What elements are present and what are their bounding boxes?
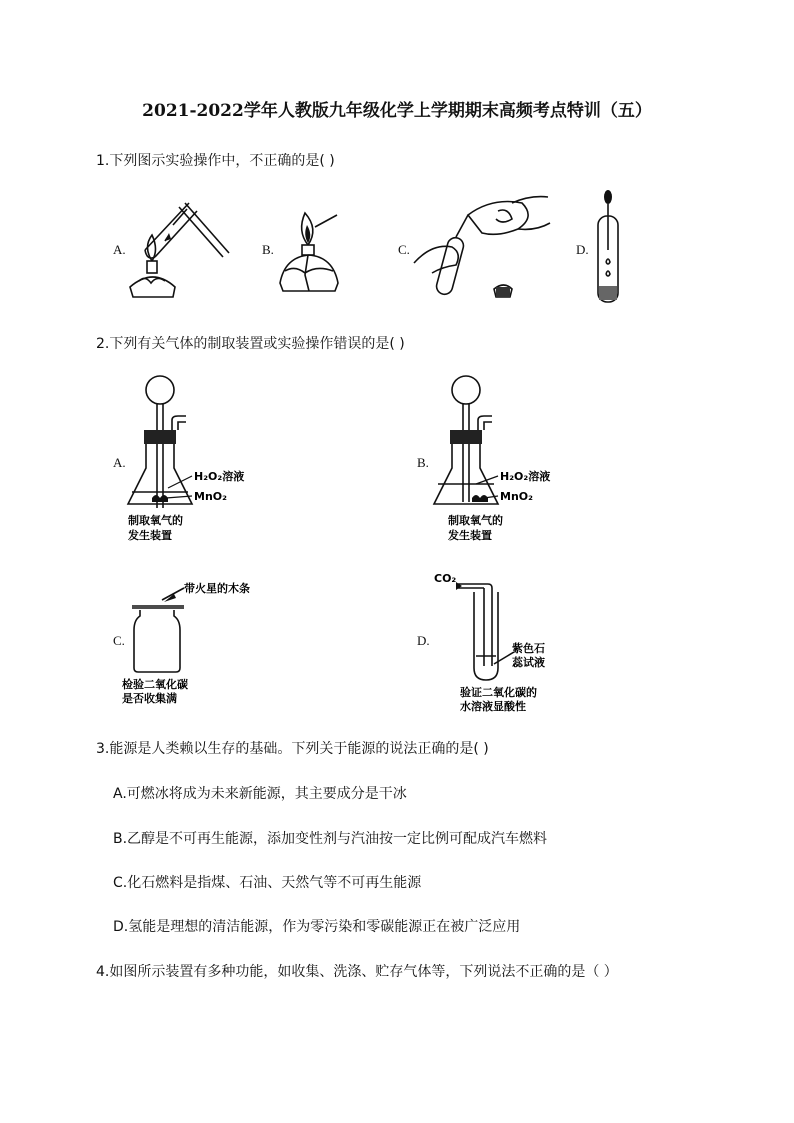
question-1-stem: 1.下列图示实验操作中，不正确的是( ) (96, 153, 335, 169)
q3-choice-d: D.氢能是理想的清洁能源，作为零污染和零碳能源正在被广泛应用 (113, 919, 521, 935)
q2a-mno2-label: MnO₂ (194, 490, 227, 503)
q2-figure-b-oxygen-generator (428, 372, 568, 550)
q3-choice-b: B.乙醇是不可再生能源，添加变性剂与汽油按一定比例可配成汽车燃料 (113, 831, 548, 847)
q2d-co2-label: CO₂ (434, 572, 457, 585)
q2-option-d-label: D. (417, 633, 430, 648)
q2d-litmus-label-line2: 蕊试液 (512, 656, 545, 669)
q2-figure-c-co2-check (122, 578, 282, 708)
q1-figure-b-alcohol-lamp (275, 205, 345, 300)
q2b-h2o2-label: H₂O₂溶液 (500, 470, 551, 483)
question-2-stem: 2.下列有关气体的制取装置或实验操作错误的是( ) (96, 336, 405, 352)
q2d-litmus-label-line1: 紫色石 (512, 642, 545, 655)
q2-option-c-label: C. (113, 633, 125, 648)
q2-figure-d-co2-litmus (432, 570, 582, 715)
q1-option-a-label: A. (113, 242, 126, 257)
q3-choice-a: A.可燃冰将成为未来新能源，其主要成分是干冰 (113, 786, 407, 802)
q2-option-a-label: A. (113, 455, 126, 470)
q1-figure-a-heating-tube (125, 195, 235, 305)
q1-figure-c-pouring-liquid (412, 193, 552, 305)
q2b-caption-line1: 制取氧气的 (448, 514, 503, 527)
page-title: 2021-2022学年人教版九年级化学上学期期末高频考点特训（五） (142, 101, 652, 121)
q2c-caption-line1: 检验二氧化碳 (122, 678, 188, 691)
q1-option-d-label: D. (576, 242, 589, 257)
q2b-mno2-label: MnO₂ (500, 490, 533, 503)
q2a-caption-line2: 发生装置 (128, 529, 172, 542)
q2-figure-a-oxygen-generator (122, 372, 262, 550)
q2a-h2o2-label: H₂O₂溶液 (194, 470, 245, 483)
q1-figure-d-dropper (590, 190, 630, 305)
q2d-caption-line2: 水溶液显酸性 (460, 700, 526, 713)
q1-option-c-label: C. (398, 242, 410, 257)
question-3-stem: 3.能源是人类赖以生存的基础。下列关于能源的说法正确的是( ) (96, 741, 489, 757)
q1-option-b-label: B. (262, 242, 274, 257)
q2-option-b-label: B. (417, 455, 429, 470)
q2d-caption-line1: 验证二氧化碳的 (460, 686, 537, 699)
q3-choice-c: C.化石燃料是指煤、石油、天然气等不可再生能源 (113, 875, 422, 891)
q2a-caption-line1: 制取氧气的 (128, 514, 183, 527)
q2c-caption-line2: 是否收集满 (122, 692, 177, 705)
question-4-stem: 4.如图所示装置有多种功能，如收集、洗涤、贮存气体等，下列说法不正确的是（ ） (96, 964, 618, 980)
q2b-caption-line2: 发生装置 (448, 529, 492, 542)
q2c-splint-label: 带火星的木条 (184, 582, 250, 595)
